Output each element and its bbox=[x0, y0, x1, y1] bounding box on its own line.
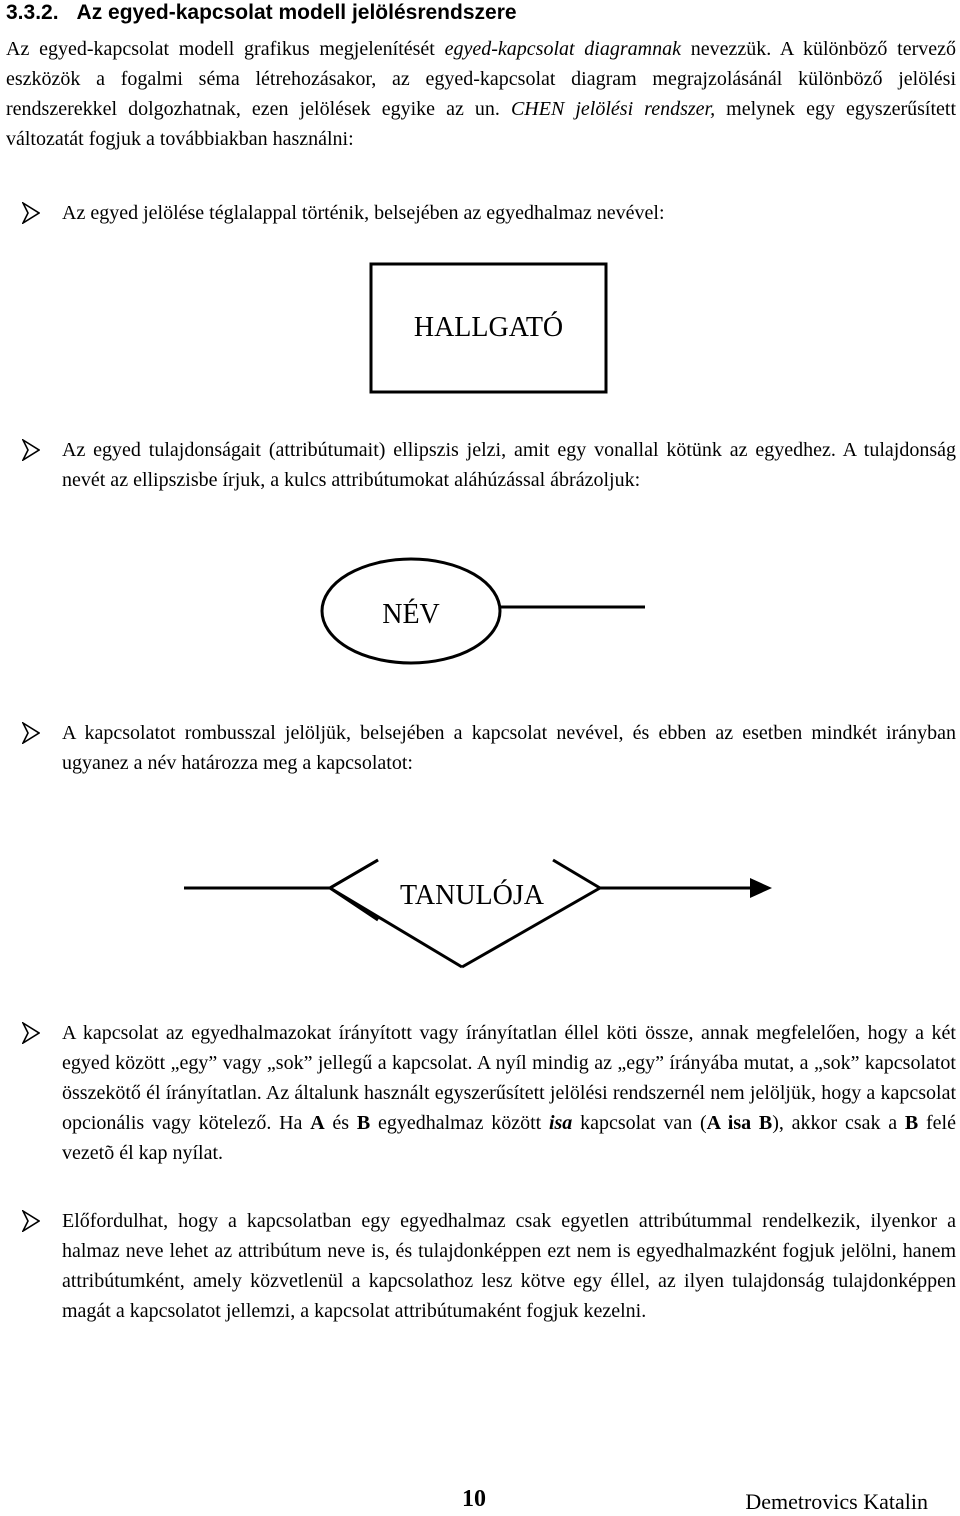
bullet-attribute-text: Az egyed tulajdonságait (attribútumait) ellipszis jelzi, amit egy vonallal kötünk az egyedhez. A tulajdonság nevét az ellipszisbe írjuk, a kulcs attribútumokat aláhúzással ábrázoljuk: bbox=[62, 439, 956, 491]
section-heading bbox=[6, 0, 517, 26]
entity-a-bold: A bbox=[310, 1112, 325, 1134]
arrowhead-bullet-icon bbox=[22, 439, 40, 461]
bullet-edges-part-5: ), akkor csak a bbox=[772, 1112, 905, 1134]
entity-b2-bold: B bbox=[904, 1112, 919, 1134]
arrowhead-bullet-icon bbox=[22, 1022, 40, 1044]
bullet-relationship-text: A kapcsolatot rombusszal jelöljük, belsejében a kapcsolat nevével, és ebben az esetben mindkét irányban ugyanez a név határozza meg a kapcsolatot: bbox=[62, 722, 956, 774]
a-isa-b-bold: A isa B bbox=[706, 1112, 773, 1134]
bullet-edges bbox=[22, 1018, 956, 1198]
intro-italic-term: egyed-kapcsolat diagramnak bbox=[444, 38, 681, 60]
entity-b-bold: B bbox=[356, 1112, 371, 1134]
diamond-upper-right bbox=[553, 860, 600, 888]
arrowhead-bullet-icon bbox=[22, 202, 40, 224]
author-name: Demetrovics Katalin bbox=[745, 1489, 928, 1514]
attribute-label: NÉV bbox=[382, 599, 440, 630]
page-number: 10 bbox=[462, 1486, 486, 1512]
arrowhead-bullet-icon bbox=[22, 722, 40, 744]
relationship-diagram bbox=[0, 820, 960, 980]
bullet-single-attribute bbox=[22, 1206, 956, 1356]
bullet-edges-part-6: felé vezetõ él kap nyílat. bbox=[62, 1112, 956, 1164]
relationship-label: TANULÓJA bbox=[400, 880, 544, 911]
diamond-upper-left bbox=[330, 860, 378, 888]
bullet-single-attribute-text: Előfordulhat, hogy a kapcsolatban egy egyedhalmaz csak egyetlen attribútummal rendelkezik, ilyenkor a halmaz neve lehet az attribútum neve is, és tulajdonképpen ezt nem is egyedhalmazként fogjuk jelölni, hanem attribútumként, amely közvetlenül a kapcsolathoz lesz kötve egy éllel, az ilyen tulajdonság tulajdonképpen magát a kapcsolatot jellemzi, a kapcsolat attribútumaként fogjuk kezelni. bbox=[62, 1210, 956, 1322]
intro-text-1: Az egyed-kapcsolat modell grafikus megjelenítését bbox=[6, 38, 445, 60]
intro-paragraph bbox=[6, 34, 956, 154]
bullet-edges-part-4: kapcsolat van ( bbox=[572, 1112, 707, 1134]
bullet-entity bbox=[22, 198, 956, 228]
intro-text-3: melynek egy egyszerűsített változatát fogjuk a továbbiakban használni: bbox=[6, 98, 956, 150]
section-title: Az egyed-kapcsolat modell jelölésrendszere bbox=[76, 1, 517, 24]
bullet-relationship bbox=[22, 718, 956, 778]
bullet-edges-part-1: A kapcsolat az egyedhalmazokat írányított vagy írányítatlan éllel köti össze, annak megfelelően, hogy a két egyed között „egy” vagy „sok” jellegű a kapcsolat. A nyíl mindig az „egy” írányába mutat, a „sok” kapcsolatot összekötő él írányítatlan. Az általunk használt egyszerűsített jelölési rendszernél nem jelöljük, hogy a kapcsolat opcionális vagy kötelező. Ha bbox=[62, 1022, 956, 1134]
bullet-entity-text: Az egyed jelölése téglalappal történik, belsejében az egyedhalmaz nevével: bbox=[62, 202, 665, 224]
bullet-edges-text bbox=[62, 1018, 956, 1168]
attribute-diagram bbox=[0, 555, 960, 675]
section-number: 3.3.2. bbox=[6, 1, 59, 24]
entity-diagram bbox=[0, 250, 960, 410]
arrowhead-bullet-icon bbox=[22, 1210, 40, 1232]
entity-label: HALLGATÓ bbox=[413, 312, 564, 343]
bullet-attribute bbox=[22, 435, 956, 525]
intro-italic-chen: CHEN jelölési rendszer, bbox=[510, 98, 716, 120]
bullet-edges-part-2: és bbox=[324, 1112, 357, 1134]
isa-term: isa bbox=[548, 1112, 573, 1134]
intro-text-2: nevezzük. A különböző tervező eszközök a fogalmi séma létrehozásakor, az egyed-kapcsolat diagram megrajzolásánál különböző jelölési rendszerekkel dolgozhatnak, ezen jelölések egyike az un. bbox=[6, 38, 956, 120]
bullet-edges-part-3: egyedhalmaz között bbox=[370, 1112, 549, 1134]
arrowhead-right-icon bbox=[750, 878, 772, 898]
